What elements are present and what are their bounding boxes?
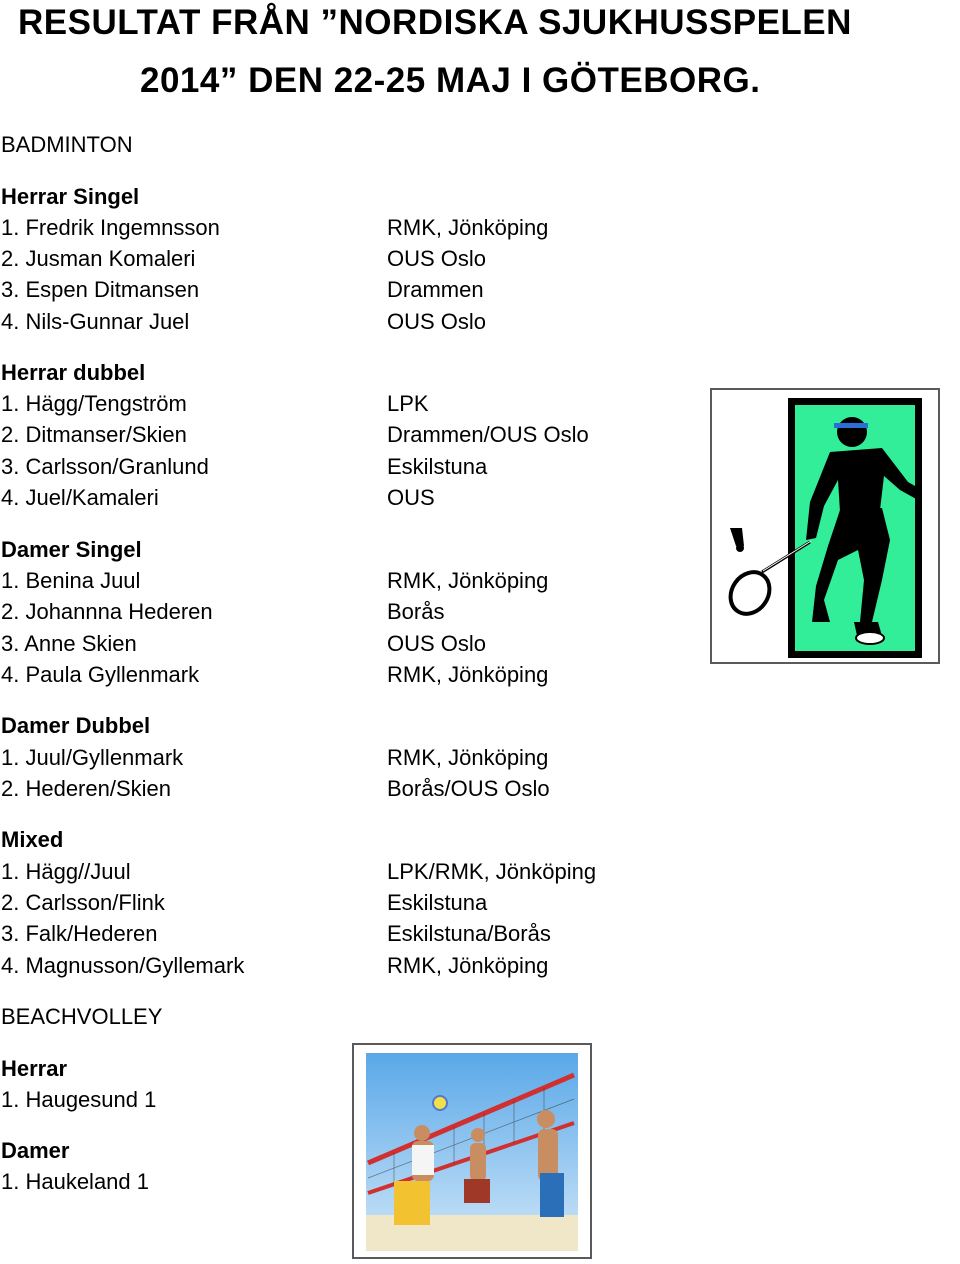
result-club: RMK, Jönköping — [387, 662, 549, 687]
beach-volleyball-image — [352, 1043, 592, 1259]
result-club: LPK — [387, 391, 429, 416]
result-club: Drammen — [387, 277, 484, 302]
result-name: 4. Juel/Kamaleri — [1, 485, 159, 510]
result-club: Eskilstuna — [387, 454, 488, 479]
result-name: 3. Carlsson/Granlund — [1, 454, 209, 479]
heading-herrar-dubbel: Herrar dubbel — [1, 360, 146, 385]
result-name: 4. Nils-Gunnar Juel — [1, 309, 190, 334]
result-name: 4. Magnusson/Gyllemark — [1, 953, 245, 978]
result-name: 1. Hägg//Juul — [1, 859, 131, 884]
heading-beach-herrar: Herrar — [1, 1056, 68, 1081]
result-club: RMK, Jönköping — [387, 568, 549, 593]
heading-beach-damer: Damer — [1, 1138, 70, 1163]
result-name: 3. Anne Skien — [1, 631, 137, 656]
result-club: RMK, Jönköping — [387, 215, 549, 240]
result-club: LPK/RMK, Jönköping — [387, 859, 597, 884]
result-club: OUS Oslo — [387, 631, 487, 656]
result-name: 1. Fredrik Ingemnsson — [1, 215, 220, 240]
result-club: Eskilstuna/Borås — [387, 921, 551, 946]
title-line-1: RESULTAT FRÅN ”NORDISKA SJUKHUSSPELEN — [18, 3, 852, 42]
result-club: Eskilstuna — [387, 890, 488, 915]
heading-damer-singel: Damer Singel — [1, 537, 142, 562]
result-club: OUS — [387, 485, 435, 510]
heading-herrar-singel: Herrar Singel — [1, 184, 140, 209]
result-name: 3. Falk/Hederen — [1, 921, 158, 946]
result-club: Drammen/OUS Oslo — [387, 422, 589, 447]
result-name: 2. Ditmanser/Skien — [1, 422, 187, 447]
badminton-player-image — [710, 388, 940, 664]
result-name: 2. Hederen/Skien — [1, 776, 171, 801]
section-badminton: BADMINTON — [1, 132, 133, 157]
heading-damer-dubbel: Damer Dubbel — [1, 713, 151, 738]
section-beachvolley: BEACHVOLLEY — [1, 1004, 163, 1029]
result-club: RMK, Jönköping — [387, 953, 549, 978]
result-club: Borås/OUS Oslo — [387, 776, 550, 801]
result-club: RMK, Jönköping — [387, 745, 549, 770]
heading-mixed: Mixed — [1, 827, 64, 852]
result-name: 2. Carlsson/Flink — [1, 890, 165, 915]
result-name: 1. Haugesund 1 — [1, 1087, 157, 1112]
result-name: 1. Juul/Gyllenmark — [1, 745, 184, 770]
result-name: 2. Jusman Komaleri — [1, 246, 196, 271]
result-name: 1. Haukeland 1 — [1, 1169, 149, 1194]
result-club: OUS Oslo — [387, 246, 487, 271]
result-name: 1. Benina Juul — [1, 568, 141, 593]
result-name: 3. Espen Ditmansen — [1, 277, 200, 302]
title-line-2: 2014” DEN 22-25 MAJ I GÖTEBORG. — [140, 61, 761, 100]
result-name: 1. Hägg/Tengström — [1, 391, 187, 416]
result-club: OUS Oslo — [387, 309, 487, 334]
result-name: 4. Paula Gyllenmark — [1, 662, 200, 687]
result-name: 2. Johannna Hederen — [1, 599, 213, 624]
result-club: Borås — [387, 599, 445, 624]
